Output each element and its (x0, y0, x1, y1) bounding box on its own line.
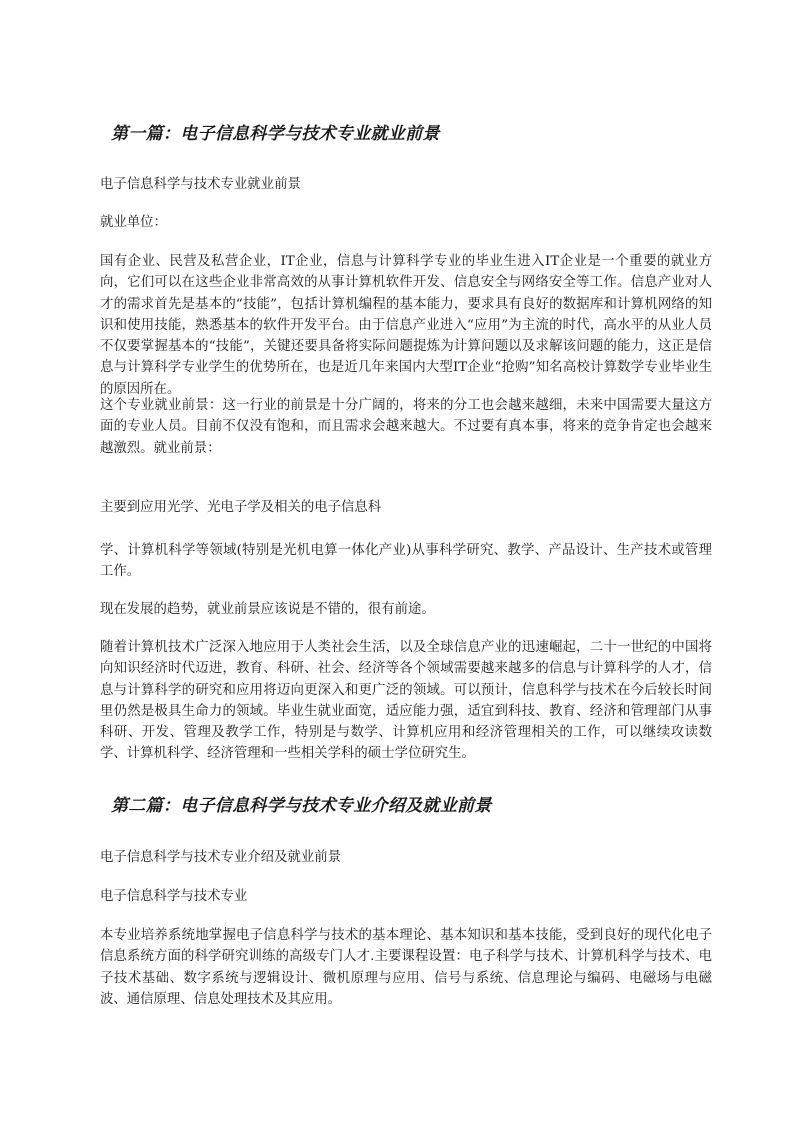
section-1-subtitle: 电子信息科学与技术专业就业前景 (100, 177, 301, 192)
section-2-subtitle: 电子信息科学与技术专业介绍及就业前景 (100, 850, 342, 865)
section-1-paragraph-trend: 现在发展的趋势，就业前景应该说是不错的，很有前途。 (100, 602, 435, 617)
section-2-major-label: 电子信息科学与技术专业 (100, 889, 248, 904)
section-1-heading: 第一篇：电子信息科学与技术专业就业前景 (111, 124, 440, 144)
section-1-paragraph-fields-b: 学、计算机科学等领域(特别是光机电算一体化产业)从事科学研究、教学、产品设计、生产技术或管理工作。 (100, 543, 712, 580)
section-1-paragraph-prospect: 这个专业就业前景：这一行业的前景是十分广阔的，将来的分工也会越来越细，未来中国需要大量这方面的专业人员。目前不仅没有饱和，而且需求会越来越大。不过要有真本事，将来的竞争肯定也会越来越激烈。就业前景： (100, 398, 712, 456)
section-2-heading: 第二篇：电子信息科学与技术专业介绍及就业前景 (111, 796, 492, 816)
section-1-paragraph-fields-a: 主要到应用光学、光电子学及相关的电子信息科 (100, 500, 382, 515)
section-2-paragraph-curriculum: 本专业培养系统地掌握电子信息科学与技术的基本理论、基本知识和基本技能，受到良好的现代化电子信息系统方面的科学研究训练的高级专门人才.主要课程设置：电子科学与技术、计算机科学与技术、电子技术基础、数字系统与逻辑设计、微机原理与应用、信号与系统、信息理论与编码、电磁场与电磁波、通信原理、信息处理技术及其应用。 (100, 928, 712, 1007)
section-1-paragraph-employers: 国有企业、民营及私营企业，IT企业，信息与计算科学专业的毕业生进入IT企业是一个重要的就业方向，它们可以在这些企业非常高效的从事计算机软件开发、信息安全与网络安全等工作。信息产业对人才的需求首先是基本的“技能”，包括计算机编程的基本能力，要求具有良好的数据库和计算机网络的知识和使用技能，熟悉基本的软件开发平台。由于信息产业进入“应用”为主流的时代，高水平的从业人员不仅要掌握基本的“技能”，关键还要具备将实际问题提炼为计算问题以及求解该问题的能力，这正是信息与计算科学专业学生的优势所在，也是近几年来国内大型IT企业“抢购”知名高校计算数学专业毕业生的原因所在。 (100, 254, 712, 397)
section-1-paragraph-development: 随着计算机技术广泛深入地应用于人类社会生活，以及全球信息产业的迅速崛起，二十一世纪的中国将向知识经济时代迈进，教育、科研、社会、经济等各个领域需要越来越多的信息与计算科学的人才，信息与计算科学的研究和应用将迈向更深入和更广泛的领域。可以预计，信息科学与技术在今后较长时间里仍然是极具生命力的领域。毕业生就业面宽，适应能力强，适宜到科技、教育、经济和管理部门从事科研、开发、管理及教学工作，特别是与数学、计算机应用和经济管理相关的工作，可以继续攻读数学、计算机科学、经济管理和一些相关学科的硕士学位研究生。 (100, 640, 712, 762)
section-1-employer-label: 就业单位： (100, 215, 167, 230)
